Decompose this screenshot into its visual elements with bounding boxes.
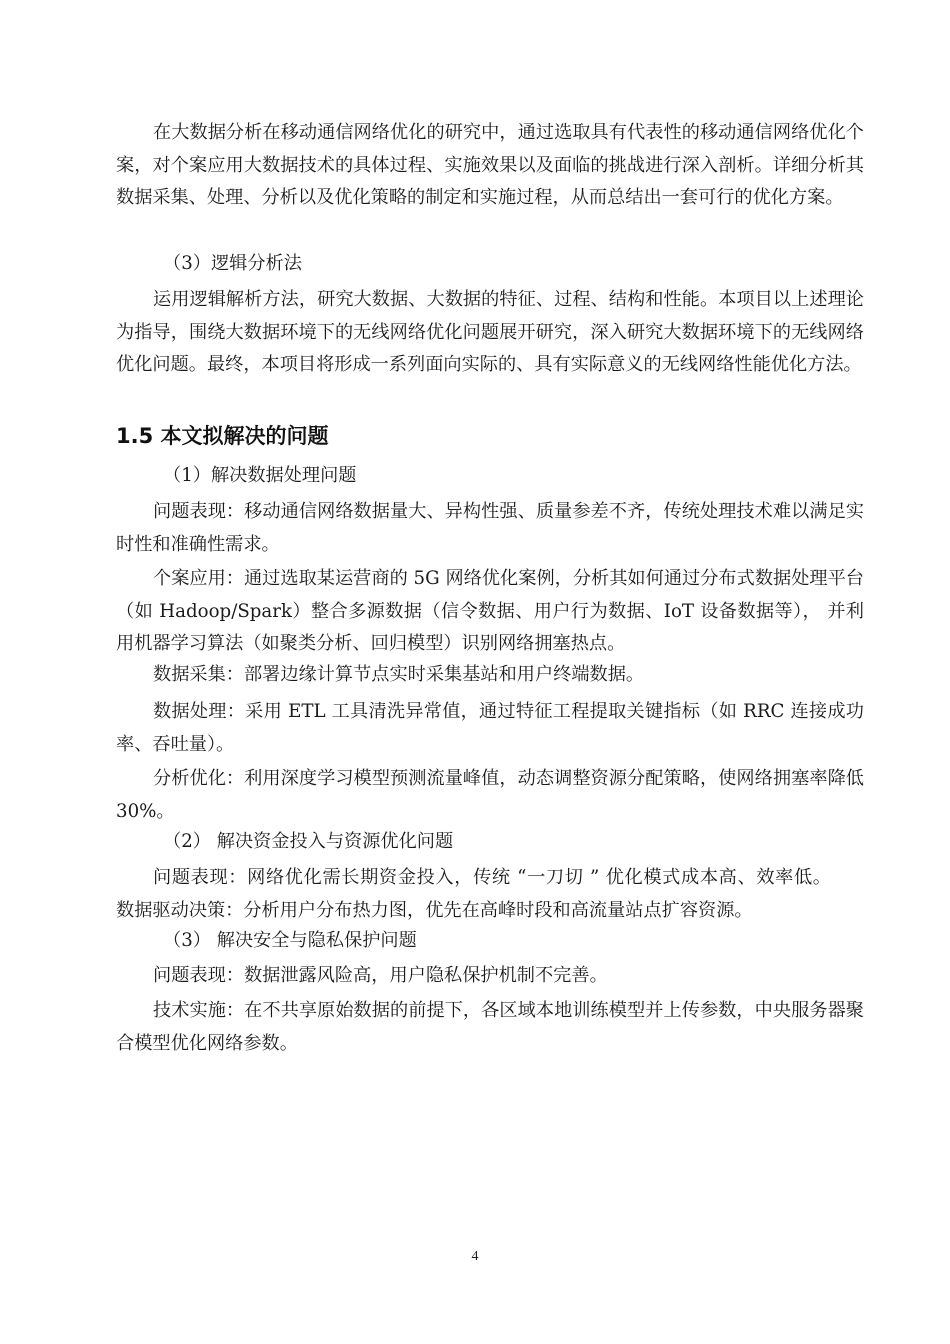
subheading-security: （3） 解决安全与隐私保护问题 [163, 930, 417, 951]
paragraph-logic-analysis: 运用逻辑解析方法，研究大数据、大数据的特征、过程、结构和性能。本项目以上述理论为指导，围绕大数据环境下的无线网络优化问题展开研究，深入研究大数据环境下的无线网络优化问题。最终，本项目将形成一系列面向实际的、具有实际意义的无线网络性能优化方法。 [116, 289, 864, 375]
paragraph-data-problem: 问题表现：移动通信网络数据量大、异构性强、质量参差不齐，传统处理技术难以满足实时性和准确性需求。 [116, 501, 864, 555]
paragraph-funding-problem: 问题表现：网络优化需长期资金投入，传统 “一刀切 ” 优化模式成本高、效率低。 数据驱动决策：分析用户分布热力图，优先在高峰时段和高流量站点扩容资源。 [116, 867, 831, 921]
section-title: 1.5 本文拟解决的问题 [116, 424, 329, 448]
subheading-funding: （2） 解决资金投入与资源优化问题 [163, 831, 454, 852]
paragraph-case-study: 在大数据分析在移动通信网络优化的研究中，通过选取具有代表性的移动通信网络优化个案，对个案应用大数据技术的具体过程、实施效果以及面临的挑战进行深入剖析。详细分析其数据采集、处理、分析以及优化策略的制定和实施过程，从而总结出一套可行的优化方案。 [116, 122, 864, 208]
paragraph-analysis-optimization: 分析优化：利用深度学习模型预测流量峰值，动态调整资源分配策略，使网络拥塞率降低 30%。 [116, 768, 864, 822]
subheading-data-processing: （1）解决数据处理问题 [163, 465, 357, 486]
paragraph-security-problem: 问题表现：数据泄露风险高，用户隐私保护机制不完善。 [153, 965, 608, 986]
paragraph-tech-implementation: 技术实施：在不共享原始数据的前提下，各区域本地训练模型并上传参数，中央服务器聚合模型优化网络参数。 [116, 1000, 864, 1054]
page-number: 4 [471, 1249, 479, 1264]
paragraph-case-application: 个案应用：通过选取某运营商的 5G 网络优化案例，分析其如何通过分布式数据处理平台（如 Hadoop/Spark）整合多源数据（信令数据、用户行为数据、IoT 设备数据等）， 并利用机器学习算法（如聚类分析、回归模型）识别网络拥塞热点。 [116, 568, 864, 654]
paragraph-data-processing: 数据处理：采用 ETL 工具清洗异常值，通过特征工程提取关键指标（如 RRC 连接成功率、吞吐量）。 [116, 701, 864, 755]
heading-logic-analysis: （3）逻辑分析法 [163, 253, 302, 274]
paragraph-data-collection: 数据采集：部署边缘计算节点实时采集基站和用户终端数据。 [153, 664, 645, 685]
